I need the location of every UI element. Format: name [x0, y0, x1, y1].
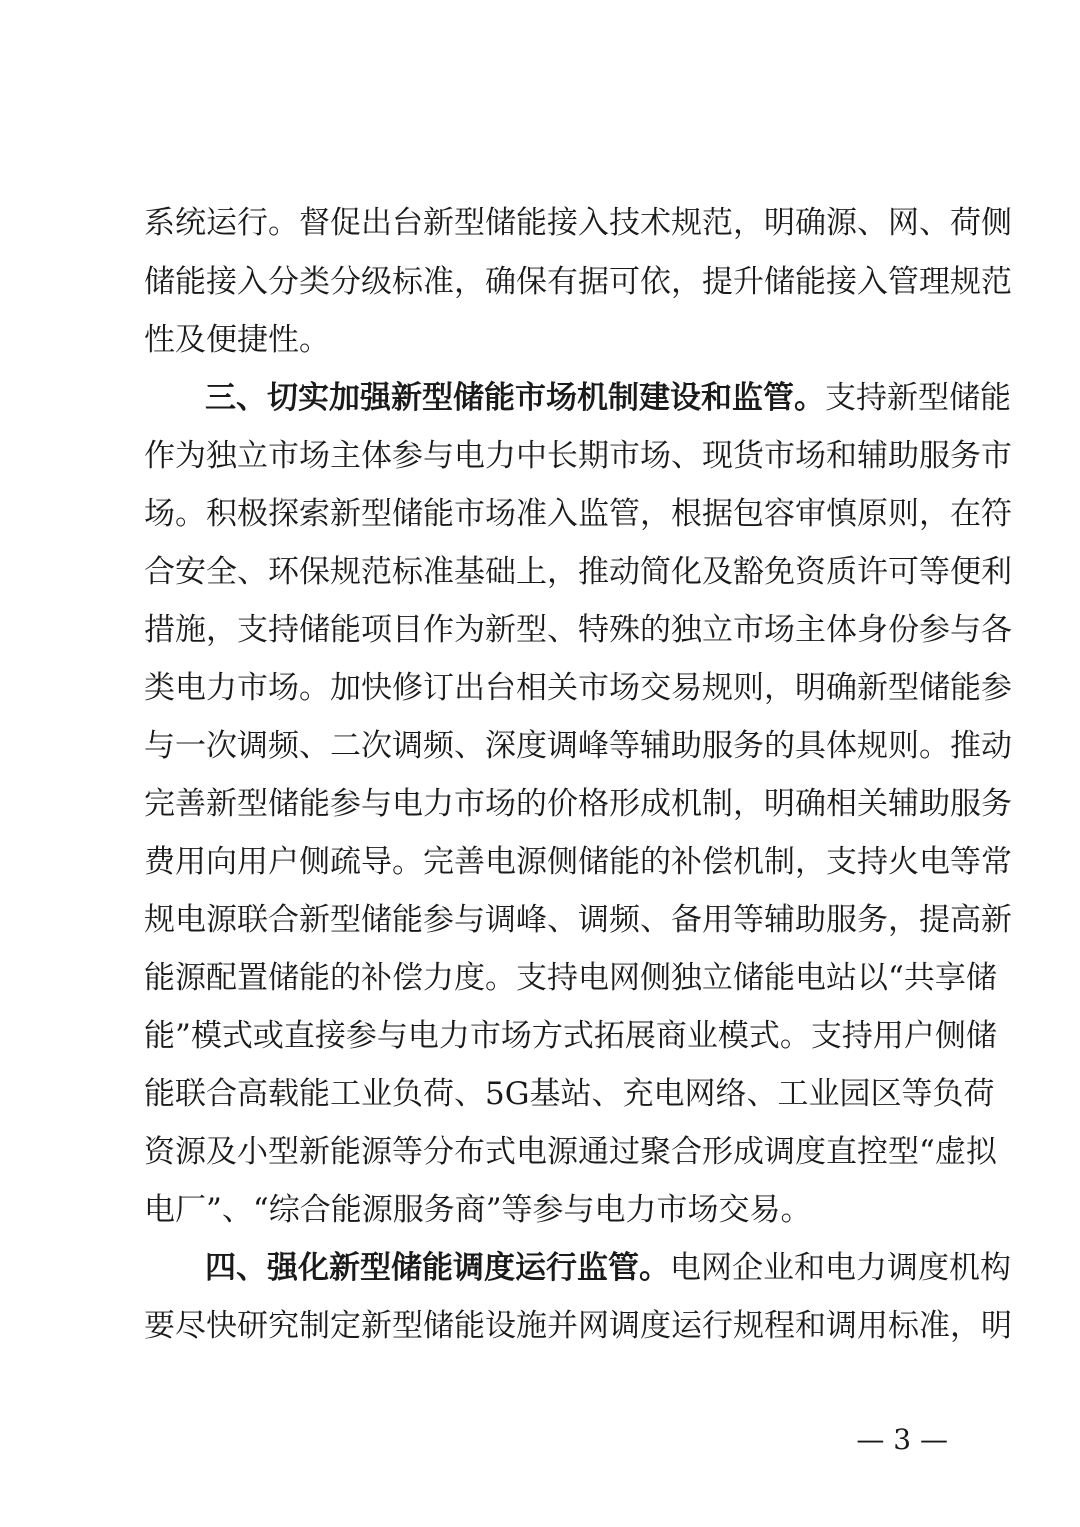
body-text-line: 费用向用户侧疏导。完善电源侧储能的补偿机制，支持火电等常: [144, 844, 1012, 880]
body-text-fragment: 电网企业和电力调度机构: [670, 1250, 1011, 1286]
body-text-line: 完善新型储能参与电力市场的价格形成机制，明确相关辅助服务: [144, 786, 1012, 822]
body-text-line: 能源配置储能的补偿力度。支持电网侧独立储能电站以“共享储: [144, 960, 997, 996]
body-text-line: 作为独立市场主体参与电力中长期市场、现货市场和辅助服务市: [144, 438, 1012, 474]
body-text-line: 能”模式或直接参与电力市场方式拓展商业模式。支持用户侧储: [144, 1018, 997, 1054]
section-heading-three: 三、切实加强新型储能市场机制建设和监管。: [205, 380, 825, 416]
body-text-line: 系统运行。督促出台新型储能接入技术规范，明确源、网、荷侧: [144, 205, 1012, 241]
body-text-line: 场。积极探索新型储能市场准入监管，根据包容审慎原则，在符: [144, 496, 1012, 532]
section-heading-four: 四、强化新型储能调度运行监管。: [205, 1250, 670, 1286]
body-text-line: 措施，支持储能项目作为新型、特殊的独立市场主体身份参与各: [144, 612, 1012, 648]
body-text-line: 性及便捷性。: [144, 322, 330, 358]
body-text-line: 要尽快研究制定新型储能设施并网调度运行规程和调用标准，明: [144, 1308, 1012, 1344]
body-text-line: 储能接入分类分级标准，确保有据可依，提升储能接入管理规范: [144, 264, 1012, 300]
section-heading-line: [205, 1248, 1011, 1288]
body-text-line: 与一次调频、二次调频、深度调峰等辅助服务的具体规则。推动: [144, 728, 1012, 764]
body-text-line: 合安全、环保规范标准基础上，推动简化及豁免资质许可等便利: [144, 554, 1012, 590]
page-number: — 3 —: [856, 1423, 948, 1456]
body-text-fragment: 支持新型储能: [825, 380, 1011, 416]
body-text-line: 能联合高载能工业负荷、5G基站、充电网络、工业园区等负荷: [144, 1076, 995, 1112]
body-text-line: 资源及小型新能源等分布式电源通过聚合形成调度直控型“虚拟: [144, 1134, 997, 1170]
body-text-line: 规电源联合新型储能参与调峰、调频、备用等辅助服务，提高新: [144, 902, 1012, 938]
section-heading-line: [205, 378, 1011, 418]
body-text-line: 类电力市场。加快修订出台相关市场交易规则，明确新型储能参: [144, 670, 1012, 706]
body-text-line: 电厂”、“综合能源服务商”等参与电力市场交易。: [144, 1192, 812, 1228]
